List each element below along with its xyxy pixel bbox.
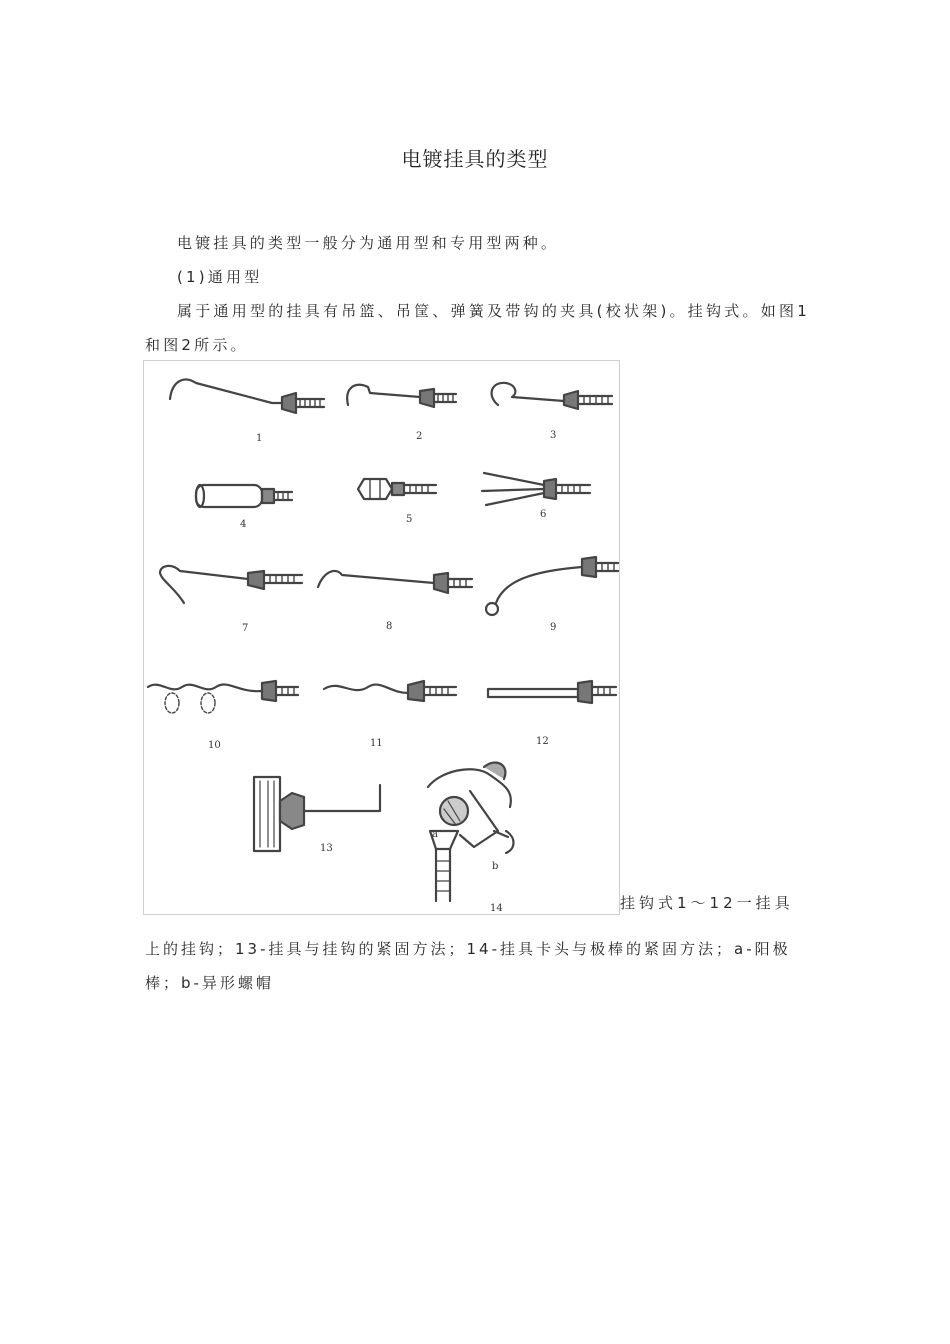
paragraph-intro: 电镀挂具的类型一般分为通用型和专用型两种。 (177, 234, 560, 252)
figure-label-9: 9 (550, 622, 557, 633)
figure-caption-line-2: 上的挂钩；13-挂具与挂钩的紧固方法；14-挂具卡头与极棒的紧固方法；a-阳极棒；b-异形螺帽 (145, 940, 791, 992)
hook-9-drawing (486, 557, 618, 615)
figure-label-6: 6 (540, 509, 547, 520)
paragraph-general-type: 属于通用型的挂具有吊篮、吊筐、弹簧及带钩的夹具(校状架)。挂钩式。如图1和图2所示。 (145, 302, 810, 354)
page-title: 电镀挂具的类型 (401, 147, 549, 171)
figure-label-5: 5 (406, 514, 413, 525)
hook-3-drawing (492, 383, 612, 409)
hook-illustration (144, 361, 619, 914)
hook-10-drawing (148, 681, 298, 713)
hook-7-drawing (160, 566, 302, 603)
hook-1-drawing (170, 380, 324, 413)
figure-caption-line-1: 挂钩式1～12一挂具 (620, 894, 794, 912)
figure-label-1: 1 (256, 433, 263, 444)
figure-label-4: 4 (240, 519, 247, 530)
hook-11-drawing (324, 681, 456, 701)
paragraph-section-heading: (1)通用型 (177, 268, 263, 286)
fork-6-drawing (482, 473, 590, 505)
figure-label-3: 3 (550, 430, 557, 441)
hook-12-drawing (488, 681, 616, 703)
clip-4-drawing (196, 485, 292, 507)
hook-8-drawing (318, 571, 472, 593)
hook-types-figure (143, 360, 620, 915)
figure-label-13: 13 (320, 843, 333, 854)
figure-label-2: 2 (416, 431, 423, 442)
figure-label-11: 11 (370, 738, 383, 749)
hook-2-drawing (347, 385, 456, 407)
fastening-13-drawing (254, 777, 380, 851)
figure-label-a: a (432, 829, 438, 840)
clip-5-drawing (358, 479, 436, 499)
figure-label-12: 12 (536, 736, 549, 747)
clamp-14-drawing (428, 763, 514, 901)
figure-label-7: 7 (242, 623, 249, 634)
figure-label-10: 10 (208, 740, 221, 751)
figure-label-14: 14 (490, 903, 503, 914)
figure-label-8: 8 (386, 621, 393, 632)
figure-label-b: b (492, 861, 499, 872)
